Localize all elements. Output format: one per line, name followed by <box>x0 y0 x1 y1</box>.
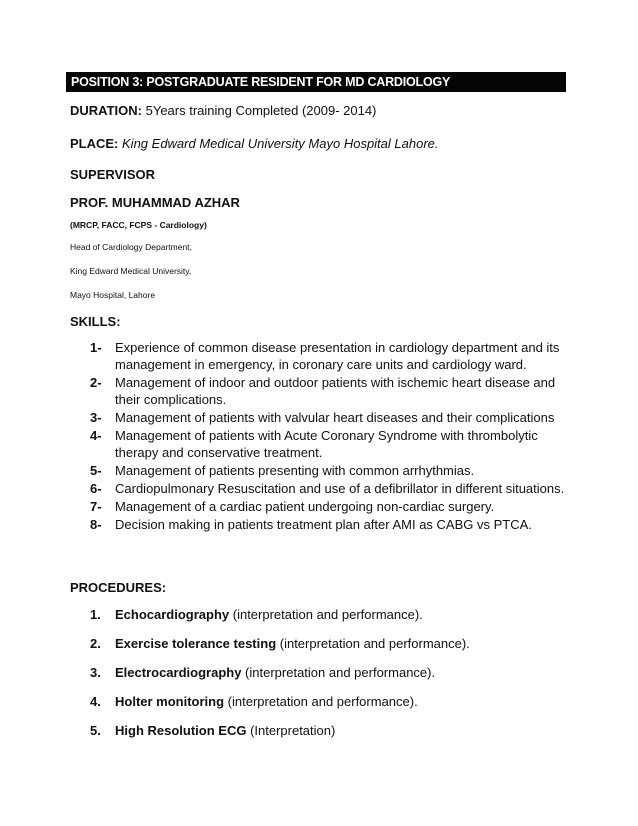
place-value: King Edward Medical University Mayo Hospital Lahore. <box>122 136 439 151</box>
supervisor-heading: SUPERVISOR <box>70 167 156 182</box>
skills-list <box>70 339 570 534</box>
procedures-heading: PROCEDURES: <box>70 580 167 595</box>
duration-line <box>70 103 376 118</box>
supervisor-detail: King Edward Medical University, <box>70 266 192 276</box>
skills-heading: SKILLS: <box>70 314 121 329</box>
list-item: 5. High Resolution ECG (Interpretation) <box>90 723 336 738</box>
procedures-list <box>70 606 570 751</box>
supervisor-detail: Head of Cardiology Department, <box>70 242 192 252</box>
section-header: POSITION 3: POSTGRADUATE RESIDENT FOR MD CARDIOLOGY <box>66 72 566 92</box>
list-item: 5- Management of patients presenting with common arrhythmias. <box>90 463 475 478</box>
list-item: 7- Management of a cardiac patient undergoing non-cardiac surgery. <box>90 499 495 514</box>
list-item: 4- Management of patients with Acute Coronary Syndrome with thrombolytic therapy and conservative treatment. <box>90 428 538 460</box>
list-item: 1- Experience of common disease presentation in cardiology department and its management in emergency, in coronary care units and cardiology ward. <box>90 340 560 372</box>
list-item: 8- Decision making in patients treatment plan after AMI as CABG vs PTCA. <box>90 517 532 532</box>
supervisor-qualifications: (MRCP, FACC, FCPS - Cardiology) <box>70 220 207 230</box>
supervisor-name: PROF. MUHAMMAD AZHAR <box>70 195 240 210</box>
supervisor-detail: Mayo Hospital, Lahore <box>70 290 156 300</box>
list-item: 3. Electrocardiography (interpretation and performance). <box>90 665 436 680</box>
place-line <box>70 136 439 151</box>
list-item: 6- Cardiopulmonary Resuscitation and use of a defibrillator in different situations. <box>90 481 565 496</box>
list-item: 3- Management of patients with valvular heart diseases and their complications <box>90 410 555 425</box>
list-item: 1. Echocardiography (interpretation and performance). <box>90 607 423 622</box>
place-label: PLACE: <box>70 136 119 151</box>
duration-value: 5Years training Completed (2009- 2014) <box>145 103 377 118</box>
duration-label: DURATION: <box>70 103 142 118</box>
list-item: 4. Holter monitoring (interpretation and performance). <box>90 694 418 709</box>
list-item: 2- Management of indoor and outdoor patients with ischemic heart disease and their complications. <box>90 375 556 407</box>
list-item: 2. Exercise tolerance testing (interpretation and performance). <box>90 636 470 651</box>
